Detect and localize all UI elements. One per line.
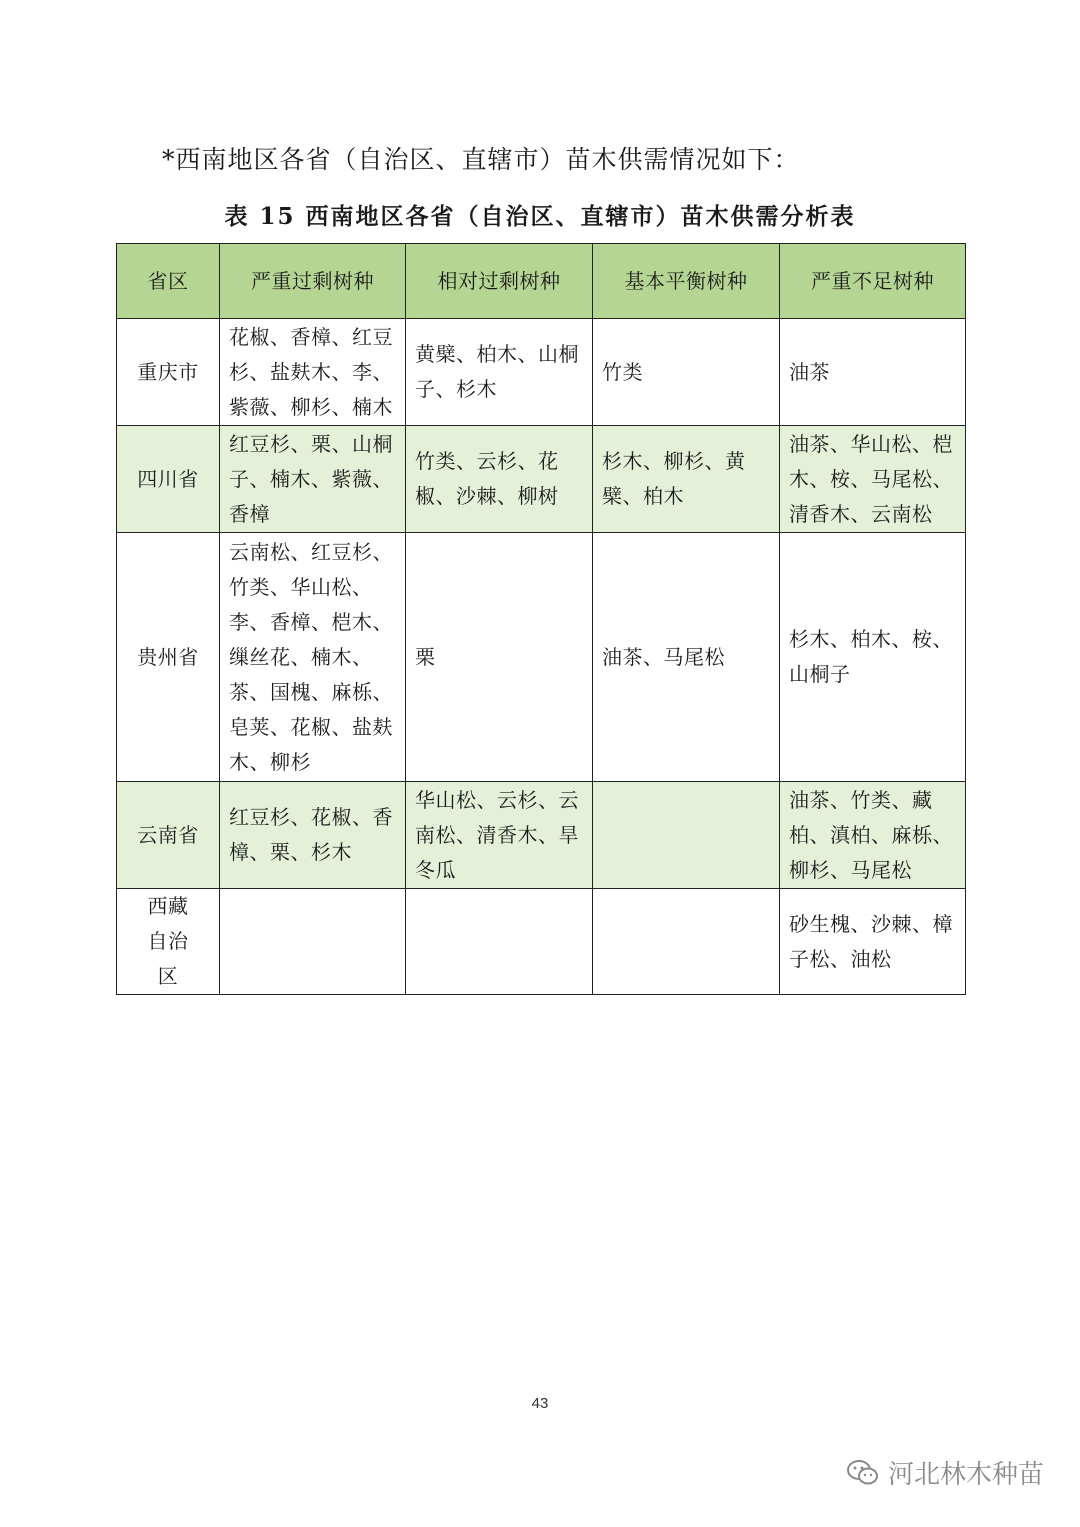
table-row — [117, 889, 966, 995]
page-number: 43 — [531, 1395, 549, 1412]
province-cell: 重庆市 — [117, 319, 220, 426]
table-row — [117, 426, 966, 533]
supply-demand-table — [116, 243, 966, 995]
balanced-cell: 杉木、柳杉、黄檗、柏木 — [593, 426, 780, 533]
province-cell: 西藏自治区 — [117, 889, 220, 995]
province-cell: 贵州省 — [117, 533, 220, 782]
table-caption: 表 15 西南地区各省（自治区、直辖市）苗木供需分析表 — [224, 203, 856, 230]
table-row — [117, 319, 966, 426]
severe-shortage-cell: 油茶、华山松、桤木、桉、马尾松、清香木、云南松 — [780, 426, 966, 533]
balanced-cell: 油茶、马尾松 — [593, 533, 780, 782]
severe-shortage-cell: 油茶、竹类、藏柏、滇柏、麻栎、柳杉、马尾松 — [780, 782, 966, 889]
header-relative-surplus: 相对过剩树种 — [406, 244, 593, 319]
relative-surplus-cell — [406, 889, 593, 995]
watermark-text: 河北林木种苗 — [887, 1460, 1044, 1490]
header-province: 省区 — [117, 244, 220, 319]
balanced-cell — [593, 782, 780, 889]
relative-surplus-cell: 栗 — [406, 533, 593, 782]
wechat-icon — [846, 1458, 880, 1488]
table-row — [117, 533, 966, 782]
table-row — [117, 782, 966, 889]
severe-shortage-cell: 砂生槐、沙棘、樟子松、油松 — [780, 889, 966, 995]
severe-surplus-cell: 花椒、香樟、红豆杉、盐麸木、李、紫薇、柳杉、楠木 — [220, 319, 406, 426]
severe-surplus-cell — [220, 889, 406, 995]
header-balanced: 基本平衡树种 — [593, 244, 780, 319]
severe-surplus-cell: 云南松、红豆杉、竹类、华山松、李、香樟、桤木、缫丝花、楠木、茶、国槐、麻栎、皂荚、花椒、盐麸木、柳杉 — [220, 533, 406, 782]
severe-shortage-cell: 杉木、柏木、桉、山桐子 — [780, 533, 966, 782]
relative-surplus-cell: 华山松、云杉、云南松、清香木、旱冬瓜 — [406, 782, 593, 889]
balanced-cell: 竹类 — [593, 319, 780, 426]
relative-surplus-cell: 竹类、云杉、花椒、沙棘、柳树 — [406, 426, 593, 533]
header-severe-shortage: 严重不足树种 — [780, 244, 966, 319]
severe-surplus-cell: 红豆杉、栗、山桐子、楠木、紫薇、香樟 — [220, 426, 406, 533]
severe-surplus-cell: 红豆杉、花椒、香樟、栗、杉木 — [220, 782, 406, 889]
province-cell: 云南省 — [117, 782, 220, 889]
province-cell: 四川省 — [117, 426, 220, 533]
table-header-row — [117, 244, 966, 319]
balanced-cell — [593, 889, 780, 995]
header-severe-surplus: 严重过剩树种 — [220, 244, 406, 319]
severe-shortage-cell: 油茶 — [780, 319, 966, 426]
watermark — [846, 1454, 1044, 1491]
relative-surplus-cell: 黄檗、柏木、山桐子、杉木 — [406, 319, 593, 426]
intro-text: *西南地区各省（自治区、直辖市）苗木供需情况如下： — [162, 145, 800, 174]
